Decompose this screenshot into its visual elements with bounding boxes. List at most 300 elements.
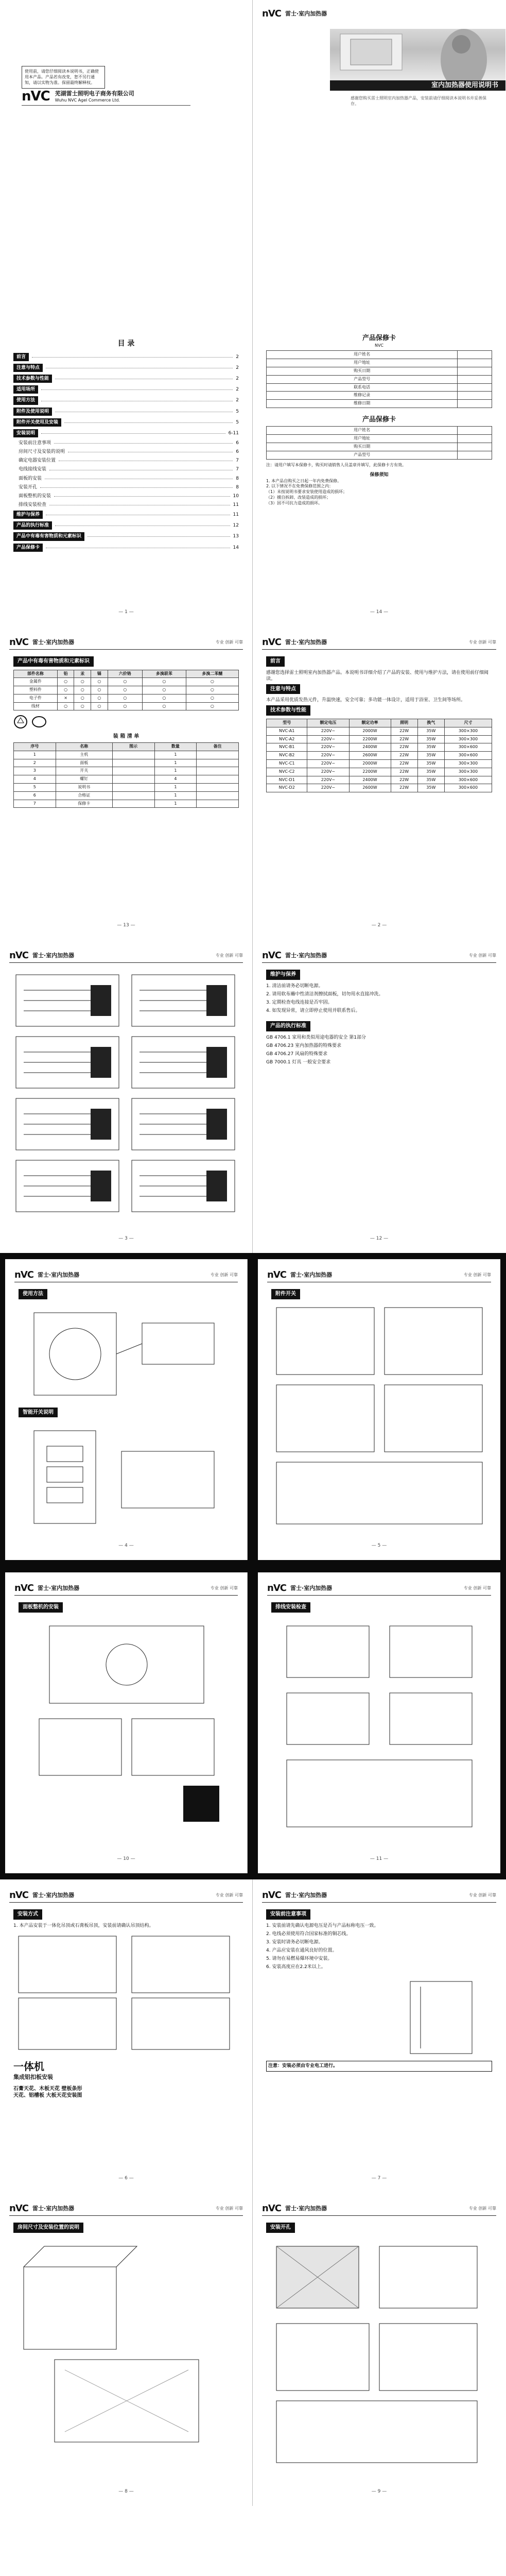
- spec-table: [266, 719, 492, 792]
- table-cell: 300×300: [444, 735, 492, 743]
- section-pre-install: 安装前注意事项: [266, 1909, 310, 1920]
- table-cell: 用户姓名: [267, 351, 458, 359]
- toc-dots: [45, 478, 233, 479]
- table-cell: ○: [186, 678, 238, 686]
- page-header: [262, 636, 496, 650]
- table-row: [267, 759, 492, 768]
- spread-8: [0, 2193, 506, 2506]
- table-cell: 22W: [391, 727, 417, 735]
- section-maintenance: 维护与保养: [266, 970, 300, 980]
- page-12: [253, 940, 505, 1253]
- table-cell: [458, 451, 492, 459]
- list-item: GB 4706.27 风扇的特殊要求: [266, 1051, 328, 1057]
- toc-label: 注意与特点: [13, 364, 43, 372]
- page-number: — 6 —: [118, 2175, 134, 2181]
- logo-mark: nVC: [262, 1889, 281, 1901]
- slogan: 专业 创新 可靠: [468, 1892, 496, 1897]
- table-cell: 300×300: [444, 768, 492, 776]
- toc-page: 12: [233, 523, 239, 529]
- table-cell: [112, 759, 154, 767]
- table-cell: [458, 359, 492, 367]
- table-cell: 300×300: [444, 759, 492, 768]
- table-cell: 产品型号: [267, 375, 458, 383]
- cover-notice-text: 使用前，请您仔细阅读本说明书，正确使用本产品。产品若有改变，恕不另行通知，请以实物为准。保留最终解释权。: [25, 69, 99, 85]
- table-cell: ○: [186, 686, 238, 694]
- toc-row: [13, 353, 239, 361]
- page-header: [9, 1889, 243, 1903]
- brand-logo: nVC: [22, 89, 50, 104]
- spread-4: [0, 940, 506, 1253]
- spread-7: [0, 1879, 506, 2193]
- page-header: [9, 2202, 243, 2216]
- table-cell: [458, 367, 492, 375]
- page-number: — 3 —: [118, 1235, 134, 1241]
- toc-page: 8: [236, 484, 239, 490]
- table-cell: [458, 375, 492, 383]
- page-header: [262, 2202, 496, 2216]
- logo-mark: nVC: [262, 636, 281, 648]
- table-row: [14, 751, 239, 759]
- logo-text: 雷士·室内加热器: [285, 2205, 327, 2212]
- table-cell: 220V~: [307, 752, 349, 760]
- page-number: — 9 —: [371, 2488, 387, 2494]
- table-row: [267, 435, 492, 443]
- table-cell: 5: [14, 783, 56, 791]
- terms-item: （2）擅自拆卸、改装造成的损坏；: [266, 495, 331, 500]
- table-cell: 220V~: [307, 727, 349, 735]
- toc-dots: [46, 514, 230, 515]
- table-cell: ○: [143, 686, 186, 694]
- table-row: [14, 791, 239, 800]
- table-row: [267, 776, 492, 784]
- toc-dots: [46, 547, 230, 548]
- table-cell: NVC-A1: [267, 727, 307, 735]
- cover-title: 室内加热器使用说明书: [330, 80, 505, 91]
- logo-text: 雷士·室内加热器: [285, 1891, 327, 1899]
- wiring-diagrams: [13, 970, 239, 1227]
- page-header: [267, 1268, 491, 1282]
- table-row: [14, 686, 239, 694]
- slogan: 专业 创新 可靠: [215, 2206, 243, 2211]
- page-number: — 2 —: [371, 922, 387, 928]
- ccc-mark-icon: [32, 715, 46, 729]
- table-row: [267, 768, 492, 776]
- table-cell: 1: [154, 767, 197, 775]
- toc-row: [13, 449, 239, 455]
- page-header: [14, 1268, 238, 1282]
- table-header: 尺寸: [444, 719, 492, 727]
- table-cell: ○: [74, 694, 91, 702]
- slogan: 专业 创新 可靠: [468, 639, 496, 645]
- page-number: — 12 —: [370, 1235, 389, 1241]
- table-cell: 金属件: [14, 678, 58, 686]
- table-cell: ○: [91, 694, 108, 702]
- spread-5: [0, 1253, 506, 1566]
- toc-dots: [68, 451, 233, 452]
- table-cell: 2000W: [349, 727, 391, 735]
- terms-item: （3）因不可抗力造成的损坏。: [266, 500, 323, 505]
- table-cell: 6: [14, 791, 56, 800]
- toc-list: [13, 353, 239, 552]
- table-cell: 4: [14, 775, 56, 784]
- table-cell: [197, 800, 239, 808]
- recycle-icon: [13, 715, 28, 729]
- table-cell: 35W: [417, 784, 444, 792]
- toc-label: 确定电器安装位置: [19, 458, 56, 464]
- page-number: — 10 —: [117, 1856, 135, 1861]
- toc-dots: [40, 487, 233, 488]
- table-cell: 2400W: [349, 776, 391, 784]
- table-cell: 合格证: [56, 791, 112, 800]
- table-cell: 35W: [417, 759, 444, 768]
- table-cell: ○: [108, 678, 142, 686]
- table-cell: 2200W: [349, 735, 391, 743]
- table-cell: 维修记录: [267, 392, 458, 400]
- table-cell: ○: [143, 678, 186, 686]
- table-cell: NVC-B2: [267, 752, 307, 760]
- table-cell: ○: [143, 694, 186, 702]
- table-cell: 2: [14, 759, 56, 767]
- table-header: 数量: [154, 742, 197, 751]
- table-row: [14, 775, 239, 784]
- table-cell: 35W: [417, 743, 444, 752]
- toc-label: 安装前注意事项: [19, 440, 51, 446]
- packing-list-title: 装 箱 清 单: [113, 734, 139, 740]
- table-header: 备注: [197, 742, 239, 751]
- list-item: 2. 请用软布蘸中性清洁剂擦拭面板，切勿用水直接冲洗。: [266, 991, 383, 997]
- page-header: [262, 1889, 496, 1903]
- toc-row: [13, 521, 239, 530]
- table-row: [267, 359, 492, 367]
- table-cell: 用户地址: [267, 359, 458, 367]
- wiring-check-diagram: [271, 1616, 487, 1842]
- table-cell: ○: [74, 678, 91, 686]
- logo-text: 雷士·室内加热器: [290, 1584, 333, 1591]
- section-title: 产品中有毒有害物质和元素标识: [13, 656, 94, 667]
- table-cell: 22W: [391, 759, 417, 768]
- toc-page: 10: [233, 493, 239, 499]
- toc-page: 6: [236, 440, 239, 446]
- page-number: — 14 —: [370, 609, 389, 615]
- toc-page: 2: [236, 365, 239, 371]
- table-cell: 1: [14, 751, 56, 759]
- toc-dots: [49, 469, 233, 470]
- table-cell: [112, 751, 154, 759]
- table-cell: ○: [74, 702, 91, 710]
- logo-mark: nVC: [267, 1582, 286, 1594]
- toc-page: 2: [236, 398, 239, 403]
- page-9: [253, 2193, 505, 2506]
- table-header: 铅: [57, 670, 74, 678]
- table-cell: ○: [186, 702, 238, 710]
- table-row: [14, 694, 239, 702]
- preface-text: 感谢您选择雷士照明室内加热器产品。本说明书详细介绍了产品的安装、使用与维护方法，请在使用前仔细阅读。: [266, 670, 489, 682]
- page-number: — 1 —: [118, 609, 134, 615]
- toc-dots: [32, 357, 233, 358]
- table-cell: 220V~: [307, 784, 349, 792]
- toc-dots: [55, 378, 233, 379]
- accessory-diagram: [271, 1302, 487, 1529]
- list-item: 4. 产品应安装在通风良好的位置。: [266, 1947, 337, 1953]
- ceiling-heater-illustration: [330, 29, 505, 80]
- label-integrated: 一体机: [13, 2060, 44, 2073]
- table-cell: ○: [143, 702, 186, 710]
- table-cell: ○: [74, 686, 91, 694]
- toc-row: [13, 408, 239, 416]
- table-cell: 2600W: [349, 784, 391, 792]
- logo-text: 雷士·室内加热器: [285, 10, 327, 17]
- table-cell: 220V~: [307, 776, 349, 784]
- opening-diagram: [266, 2236, 492, 2473]
- company-name-cn: 芜湖雷士照明电子商务有限公司: [55, 90, 134, 97]
- table-cell: 线材: [14, 702, 58, 710]
- toc-page: 11: [233, 502, 239, 507]
- page-8: [0, 2193, 253, 2506]
- hazard-table: [13, 670, 239, 711]
- toc-page: 2: [236, 376, 239, 382]
- toc-row: [13, 385, 239, 394]
- switch-diagram: [19, 1420, 235, 1534]
- list-item: 1. 安装前请先确认电源电压是否与产品标称电压一致。: [266, 1923, 379, 1928]
- logo-text: 雷士·室内加热器: [37, 1584, 80, 1591]
- toc-dots: [49, 504, 230, 505]
- table-cell: [458, 392, 492, 400]
- toc-row: [13, 466, 239, 472]
- page-7: [253, 1879, 505, 2193]
- section-wiring-check: 排线安装检查: [271, 1602, 310, 1613]
- toc-label: 附件及使用说明: [13, 408, 52, 416]
- table-cell: 说明书: [56, 783, 112, 791]
- table-cell: ×: [57, 694, 74, 702]
- page-number: — 13 —: [117, 922, 135, 928]
- table-cell: [458, 400, 492, 408]
- page-number: — 5 —: [371, 1543, 387, 1548]
- toc-page: 7: [236, 458, 239, 464]
- warranty-table: [266, 350, 492, 408]
- page-header: [9, 949, 243, 963]
- toc-row: [13, 544, 239, 552]
- table-cell: 22W: [391, 735, 417, 743]
- toc-dots: [55, 525, 230, 526]
- spread-3: [0, 626, 506, 940]
- height-diagram: [266, 1976, 482, 2059]
- table-cell: 300×300: [444, 727, 492, 735]
- table-cell: ○: [186, 694, 238, 702]
- toc-label: 使用方法: [13, 396, 38, 404]
- table-cell: [197, 759, 239, 767]
- page-header: [267, 1582, 491, 1596]
- toc-label: 产品的执行标准: [13, 521, 52, 530]
- warranty-sub: NVC: [374, 343, 384, 348]
- table-cell: NVC-C2: [267, 768, 307, 776]
- logo-text: 雷士·室内加热器: [290, 1271, 333, 1278]
- table-cell: 300×600: [444, 784, 492, 792]
- table-cell: 1: [154, 800, 197, 808]
- cover-header: [262, 7, 496, 21]
- table-cell: 产品型号: [267, 451, 458, 459]
- slogan: 专业 创新 可靠: [468, 953, 496, 958]
- table-cell: NVC-B1: [267, 743, 307, 752]
- table-cell: 联系电话: [267, 383, 458, 392]
- table-row: [267, 351, 492, 359]
- logo-mark: nVC: [9, 1889, 28, 1901]
- toc-page: 2: [236, 354, 239, 360]
- toc-label: 产品保修卡: [13, 544, 43, 552]
- toc-dots: [41, 389, 233, 390]
- table-row: [267, 743, 492, 752]
- table-cell: 35W: [417, 727, 444, 735]
- toc-dots: [88, 536, 230, 537]
- list-item: GB 7000.1 灯具 一般安全要求: [266, 1059, 331, 1065]
- table-header: 多溴二苯醚: [186, 670, 238, 678]
- warranty-table-2: [266, 426, 492, 459]
- table-row: [267, 727, 492, 735]
- toc-dots: [41, 433, 225, 434]
- slogan: 专业 创新 可靠: [210, 1272, 238, 1277]
- table-cell: 2000W: [349, 759, 391, 768]
- table-cell: 35W: [417, 768, 444, 776]
- table-cell: 保修卡: [56, 800, 112, 808]
- table-cell: ○: [91, 686, 108, 694]
- terms-list: [266, 479, 492, 506]
- company-block: [22, 88, 134, 106]
- page-header: [14, 1582, 238, 1596]
- toc-page: 5: [236, 419, 239, 425]
- table-cell: NVC-A2: [267, 735, 307, 743]
- terms-item: 1. 本产品自购买之日起一年内免费保修。: [266, 478, 342, 483]
- table-row: [267, 392, 492, 400]
- table-cell: NVC-D1: [267, 776, 307, 784]
- toc-row: [13, 418, 239, 427]
- cover-photo: [330, 29, 505, 80]
- toc-row: [13, 502, 239, 508]
- table-cell: 4: [154, 775, 197, 784]
- table-cell: 2200W: [349, 768, 391, 776]
- page-cover: [253, 0, 505, 313]
- toc-page: 5: [236, 409, 239, 414]
- toc-row: [13, 532, 239, 540]
- slogan: 专业 创新 可靠: [468, 2206, 496, 2211]
- list-item: GB 4706.23 室内加热器的特殊要求: [266, 1043, 342, 1048]
- table-cell: ○: [91, 678, 108, 686]
- logo-text: 雷士·室内加热器: [37, 1271, 80, 1278]
- toc-label: 电线接线安装: [19, 467, 47, 472]
- toc-label: 排线安装检查: [19, 502, 47, 507]
- list-item: 5. 请勿在易燃易爆环境中安装。: [266, 1956, 333, 1962]
- toc-label: 安装说明: [13, 429, 38, 437]
- table-cell: 电子件: [14, 694, 58, 702]
- table-cell: [112, 800, 154, 808]
- usage-diagram: [19, 1302, 235, 1405]
- table-row: [267, 375, 492, 383]
- logo-mark: nVC: [14, 1582, 33, 1594]
- table-header: 多溴联苯: [143, 670, 186, 678]
- section-install-method: 安装方式: [13, 1909, 42, 1920]
- toc-dots: [55, 411, 233, 412]
- table-row: [267, 735, 492, 743]
- toc-label: 附件开关使用及安装: [13, 418, 61, 427]
- logo-text: 雷士·室内加热器: [285, 638, 327, 646]
- spread-toc: [0, 313, 506, 626]
- list-item: 3. 定期检查电线连接是否牢固。: [266, 999, 333, 1005]
- table-header: 序号: [14, 742, 56, 751]
- slogan: 专业 创新 可靠: [463, 1272, 491, 1277]
- table-cell: 面板: [56, 759, 112, 767]
- table-cell: [112, 791, 154, 800]
- label-aluminum: 集成铝扣板安装: [13, 2073, 53, 2080]
- table-cell: ○: [108, 702, 142, 710]
- table-header: 照明: [391, 719, 417, 727]
- toc-label: 产品中有毒有害物质和元素标识: [13, 532, 84, 540]
- list-item: 2. 电线必须使用符合国家标准的铜芯线。: [266, 1931, 351, 1937]
- logo-text: 雷士·室内加热器: [32, 1891, 75, 1899]
- toc-row: [13, 511, 239, 519]
- install-warning: 注意：安装必须由专业电工进行。: [266, 2061, 492, 2071]
- page-toc: [0, 313, 253, 626]
- table-cell: [112, 767, 154, 775]
- table-cell: ○: [108, 686, 142, 694]
- toc-page: 7: [236, 467, 239, 472]
- table-cell: 22W: [391, 784, 417, 792]
- section-usage: 使用方法: [19, 1289, 47, 1299]
- cover-notice: [22, 66, 105, 89]
- toc-dots: [54, 496, 230, 497]
- section-opening: 安装开孔: [266, 2223, 295, 2233]
- table-row: [267, 443, 492, 451]
- table-cell: [458, 443, 492, 451]
- table-cell: [458, 383, 492, 392]
- list-item: GB 4706.1 家用和类似用途电器的安全 第1部分: [266, 1035, 366, 1040]
- page-3: [0, 940, 253, 1253]
- logo-mark: nVC: [9, 950, 28, 961]
- terms-item: 2. 以下情况不在免费保修范围之内：: [266, 484, 334, 489]
- page-number: — 4 —: [118, 1543, 134, 1548]
- page-4: [5, 1259, 248, 1560]
- logo-mark: nVC: [262, 8, 281, 19]
- toc-dots: [46, 367, 233, 368]
- table-cell: 35W: [417, 735, 444, 743]
- table-cell: 22W: [391, 768, 417, 776]
- table-cell: [112, 783, 154, 791]
- pre-install-list: [266, 1923, 492, 1971]
- toc-label: 适用场所: [13, 385, 38, 394]
- packing-table: [13, 742, 239, 808]
- table-cell: ○: [57, 686, 74, 694]
- table-cell: [458, 351, 492, 359]
- table-cell: 22W: [391, 743, 417, 752]
- toc-row: [13, 440, 239, 446]
- logo-mark: nVC: [14, 1269, 33, 1280]
- page-number: — 7 —: [371, 2175, 387, 2181]
- table-cell: 220V~: [307, 735, 349, 743]
- table-cell: 1: [154, 791, 197, 800]
- logo-text: 雷士·室内加热器: [32, 952, 75, 959]
- table-cell: 35W: [417, 752, 444, 760]
- section-panel-install: 面板整机的安装: [19, 1602, 63, 1613]
- table-cell: 35W: [417, 776, 444, 784]
- toc-label: 技术参数与性能: [13, 375, 52, 383]
- toc-page: 11: [233, 512, 239, 518]
- page-2: [253, 626, 505, 940]
- table-cell: ○: [57, 678, 74, 686]
- company-name-en: Wuhu NVC Agel Commerce Ltd.: [55, 97, 120, 103]
- terms-title: 保修须知: [370, 472, 389, 478]
- table-cell: [197, 775, 239, 784]
- section-specs: 技术参数与性能: [266, 705, 310, 716]
- table-cell: 220V~: [307, 768, 349, 776]
- toc-dots: [41, 400, 233, 401]
- panel-install-diagram: [19, 1616, 235, 1842]
